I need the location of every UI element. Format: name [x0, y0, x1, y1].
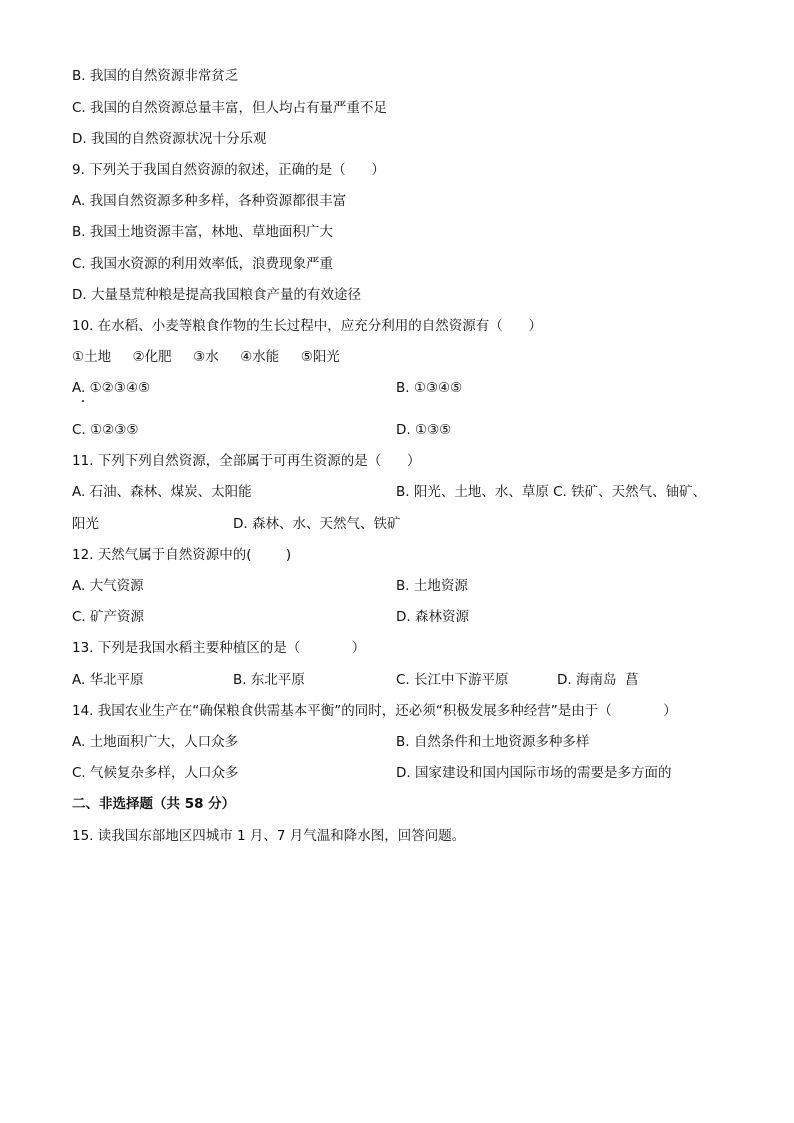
q14-option-c: C. 气候复杂多样，人口众多	[72, 765, 239, 781]
q15-stem: 15. 读我国东部地区四城市 1 月、7 月气温和降水图，回答问题。	[72, 828, 466, 844]
stray-dot	[82, 400, 84, 402]
q10-option-b: B. ①③④⑤	[396, 380, 463, 396]
q11-option-b-c: B. 阳光、土地、水、草原 C. 铁矿、天然气、铀矿、	[396, 484, 707, 500]
q12-option-d: D. 森林资源	[396, 609, 469, 625]
q14-option-b: B. 自然条件和土地资源多种多样	[396, 734, 590, 750]
q11-option-a: A. 石油、森林、煤炭、太阳能	[72, 484, 252, 500]
q12-option-c: C. 矿产资源	[72, 609, 145, 625]
q12-option-b: B. 土地资源	[396, 578, 468, 594]
q11-option-d: D. 森林、水、天然气、铁矿	[233, 516, 401, 532]
q8-option-c: C. 我国的自然资源总量丰富，但人均占有量严重不足	[72, 100, 388, 116]
q13-option-d: D. 海南岛 菖	[557, 672, 639, 688]
q11-option-c-continued: 阳光	[72, 516, 99, 532]
q13-option-b: B. 东北平原	[233, 672, 305, 688]
section-heading: 二、非选择题（共 58 分）	[72, 796, 236, 812]
q8-option-b: B. 我国的自然资源非常贫乏	[72, 68, 239, 84]
q12-option-a: A. 大气资源	[72, 578, 144, 594]
q14-option-a: A. 土地面积广大，人口众多	[72, 734, 239, 750]
q9-option-c: C. 我国水资源的利用效率低，浪费现象严重	[72, 256, 334, 272]
q10-items: ①土地 ②化肥 ③水 ④水能 ⑤阳光	[72, 349, 340, 365]
q11-stem: 11. 下列下列自然资源，全部属于可再生资源的是（ ）	[72, 453, 421, 469]
q12-stem: 12. 天然气属于自然资源中的( )	[72, 547, 292, 563]
q10-option-c: C. ①②③⑤	[72, 422, 139, 438]
q9-stem: 9. 下列关于我国自然资源的叙述，正确的是（ ）	[72, 162, 385, 178]
q13-option-c: C. 长江中下游平原	[396, 672, 509, 688]
q10-stem: 10. 在水稻、小麦等粮食作物的生长过程中，应充分利用的自然资源有（ ）	[72, 318, 543, 334]
q9-option-b: B. 我国土地资源丰富，林地、草地面积广大	[72, 224, 333, 240]
q10-option-d: D. ①③⑤	[396, 422, 452, 438]
q9-option-d: D. 大量垦荒种粮是提高我国粮食产量的有效途径	[72, 287, 361, 303]
q13-option-a: A. 华北平原	[72, 672, 144, 688]
q14-option-d: D. 国家建设和国内国际市场的需要是多方面的	[396, 765, 672, 781]
q9-option-a: A. 我国自然资源多种多样，各种资源都很丰富	[72, 193, 347, 209]
q8-option-d: D. 我国的自然资源状况十分乐观	[72, 131, 267, 147]
q13-stem: 13. 下列是我国水稻主要种植区的是（ ）	[72, 640, 366, 656]
q14-stem: 14. 我国农业生产在“确保粮食供需基本平衡”的同时，还必须“积极发展多种经营”是由于（ ）	[72, 703, 677, 719]
q10-option-a: A. ①②③④⑤	[72, 380, 151, 396]
